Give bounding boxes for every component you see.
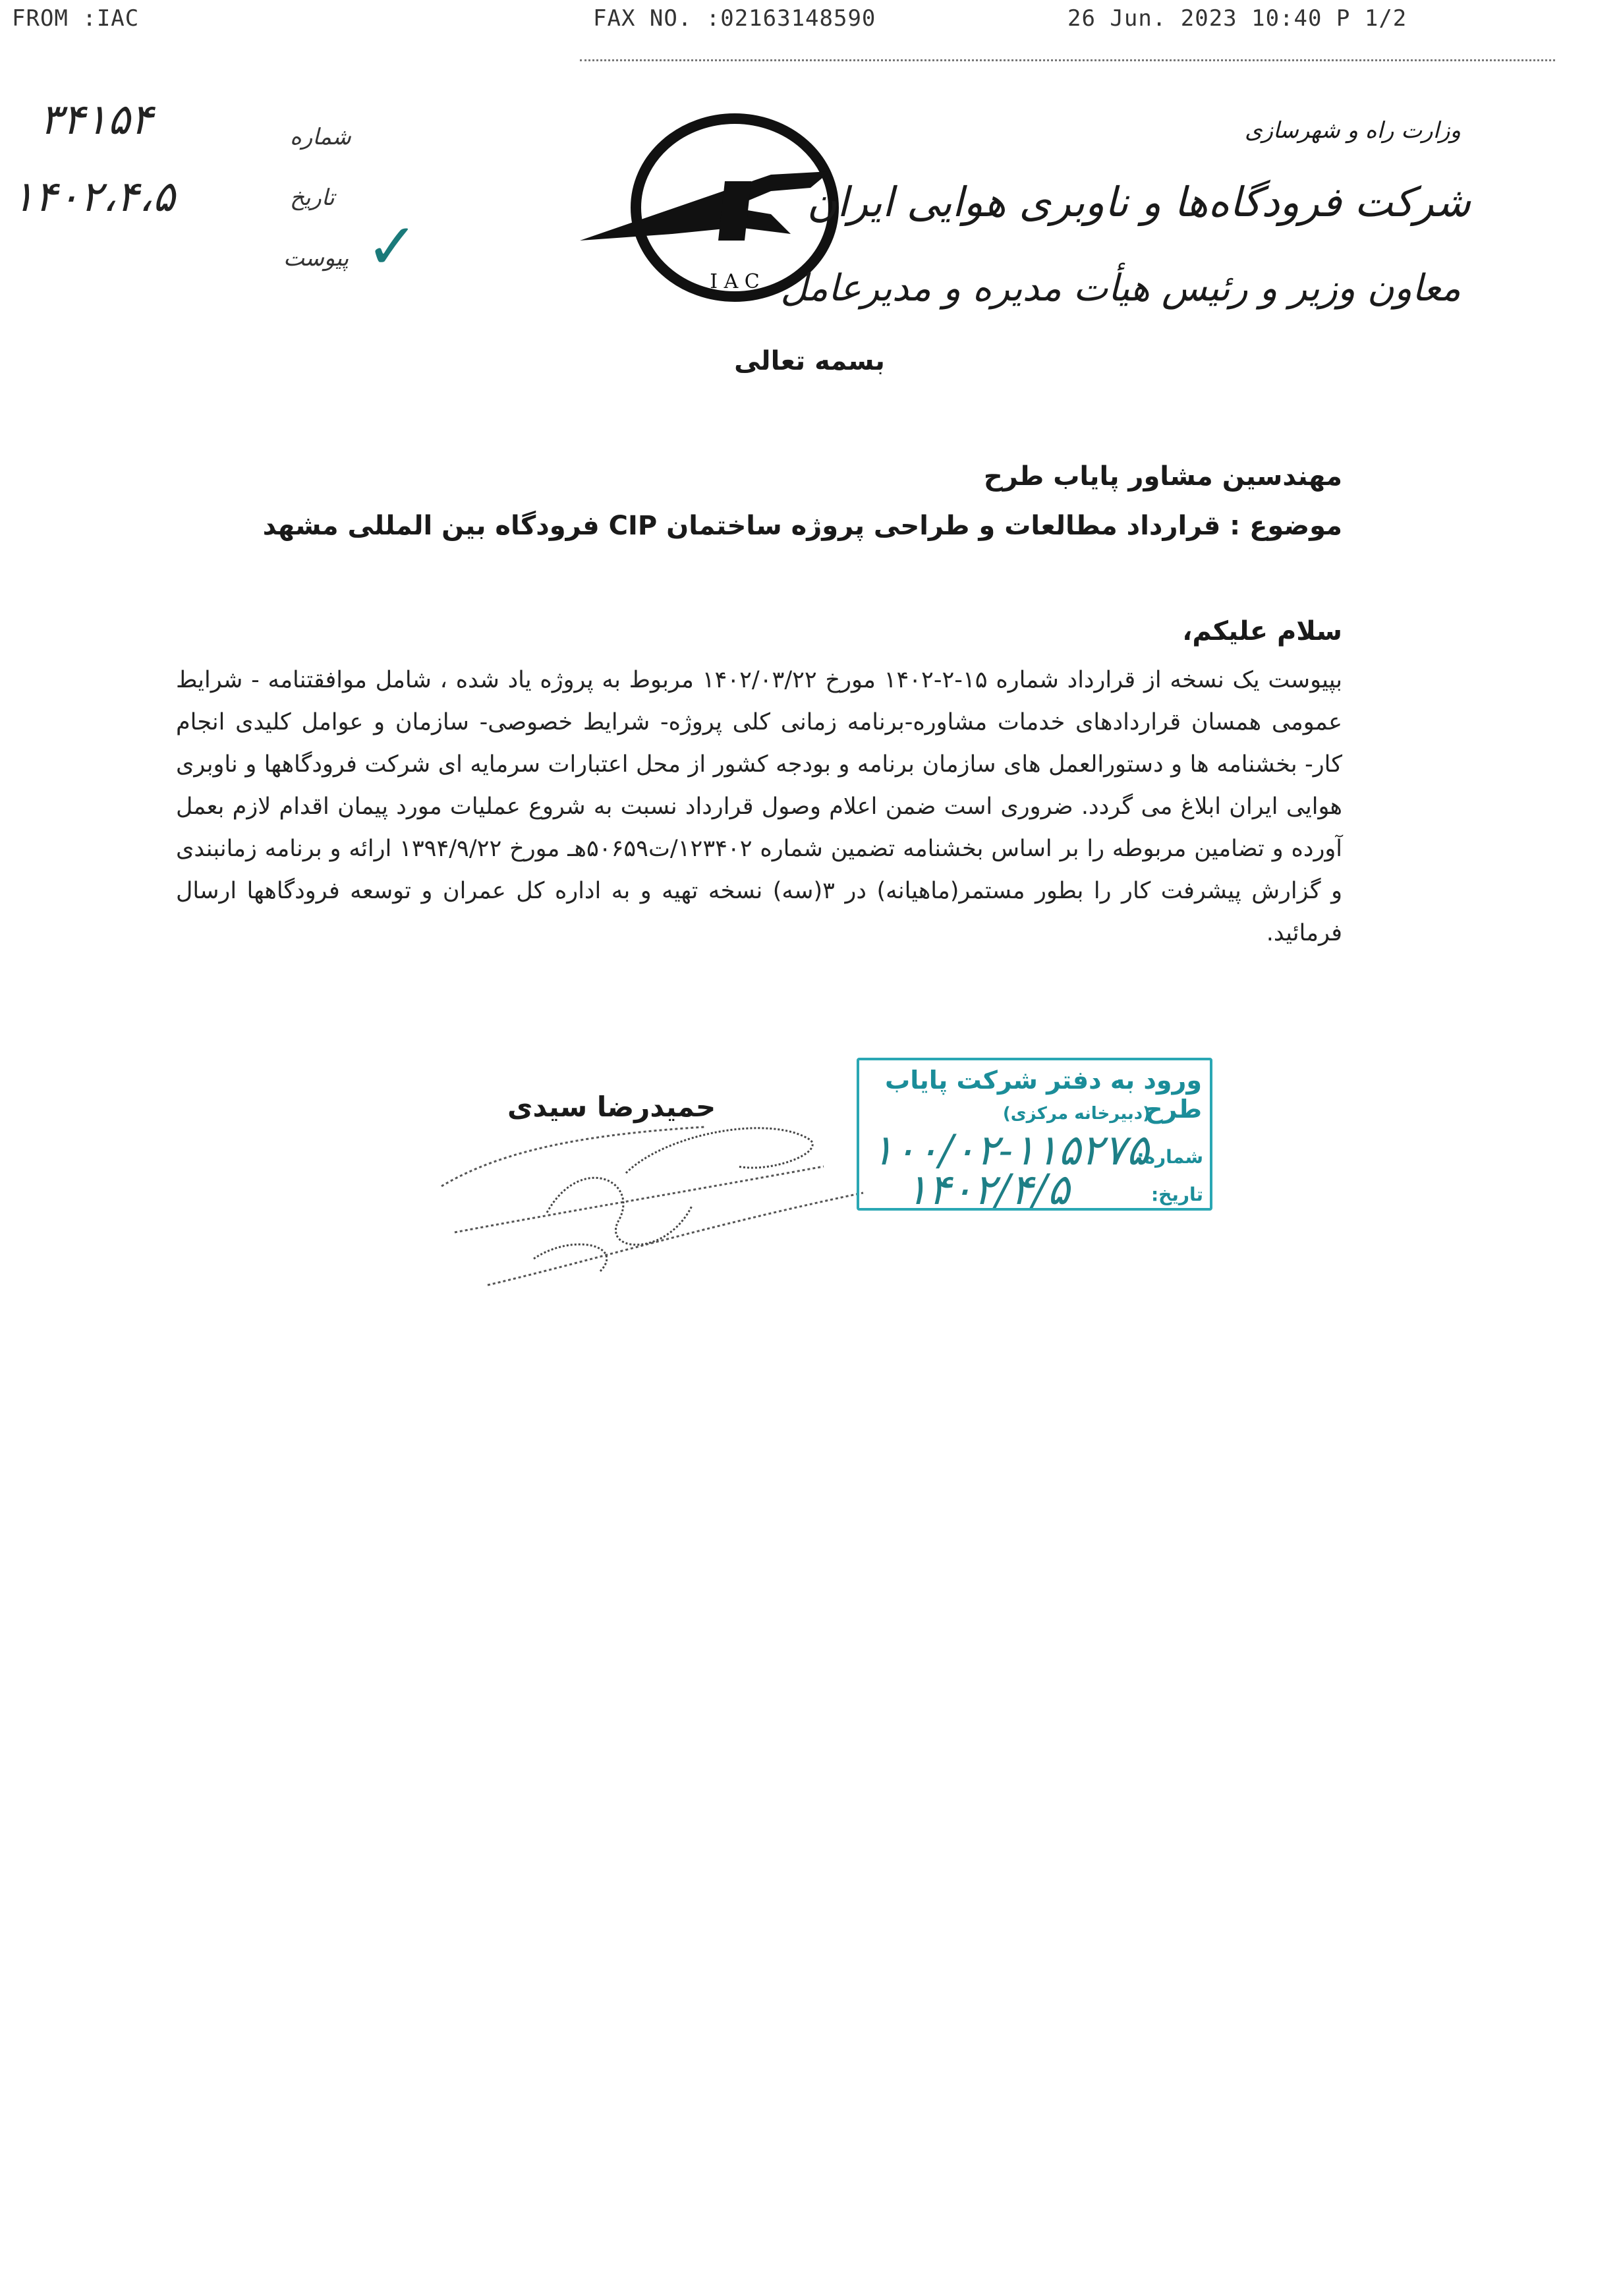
stamp-subtitle: (دبیرخانه مرکزی) xyxy=(1002,1104,1150,1124)
company-name: شرکت فرودگاه‌ها و ناوبری هوایی ایران xyxy=(807,178,1471,226)
stamp-date-label: تاریخ: xyxy=(1150,1184,1203,1205)
signature-scribble xyxy=(428,1094,903,1314)
subject: موضوع : قرارداد مطالعات و طراحی پروژه ساختمان CIP فرودگاه بین المللی مشهد xyxy=(262,511,1342,541)
fax-number: FAX NO. :02163148590 xyxy=(593,5,876,32)
fax-from: FROM :IAC xyxy=(12,5,140,32)
stamp-number-value: ۱۰۰/۰۲-۱۱۵۲۷۵ xyxy=(871,1126,1149,1175)
ministry-name: وزارت راه و شهرسازی xyxy=(1244,117,1461,144)
label-date: تاریخ xyxy=(290,185,335,211)
fax-header-divider xyxy=(580,59,1555,61)
greeting: سلام علیکم، xyxy=(1182,616,1342,646)
signer-name: حمیدرضا سیدی xyxy=(507,1091,716,1123)
fax-date: 26 Jun. 2023 10:40 P 1/2 xyxy=(1067,5,1407,32)
basmala: بسمه تعالی xyxy=(734,346,885,376)
handwritten-date: ۱۴۰۲،۴،۵ xyxy=(12,173,175,221)
deputy-title: معاون وزیر و رئیس هیأت مدیره و مدیرعامل xyxy=(780,267,1461,310)
letter-body: بپیوست یک نسخه از قرارداد شماره ۱۵-۲-۱۴۰۲ مورخ ۱۴۰۲/۰۳/۲۲ مربوط به پروژه یاد شده ، شامل موافقتنامه - شرایط عمومی همسان قراردادهای خدمات مشاوره-برنامه زمانی کلی پروژه- شرایط خصوصی- سازمان و عوامل کلیدی انجام کار- بخشنامه ها و دستورالعمل های سازمان برنامه و بودجه کشور از محل اعتبارات سرمایه ای شرکت فرودگاهها و ناوبری هوایی ایران ابلاغ می گردد. ضروری است ضمن اعلام وصول قرارداد نسبت به شروع عملیات مورد پیمان اقدام لازم بعمل آورده و تضامین مربوطه را بر اساس بخشنامه تضمین شماره ۱۲۳۴۰۲/ت۵۰۶۵۹هـ مورخ ۱۳۹۴/۹/۲۲ ارائه و برنامه زمانبندی و گزارش پیشرفت کار را بطور مستمر(ماهیانه) در ۳(سه) نسخه تهیه و به اداره کل عمران و توسعه فرودگاهها ارسال فرمائید. xyxy=(176,667,1343,946)
label-number: شماره xyxy=(290,124,351,150)
handwritten-number: ۳۴۱۵۴ xyxy=(40,96,153,144)
registration-stamp xyxy=(857,1058,1212,1215)
logo-text: I A C xyxy=(710,270,760,293)
label-attachment: پیوست xyxy=(283,245,349,272)
check-icon: ✓ xyxy=(366,210,419,283)
stamp-title: ورود به دفتر شرکت پایاب طرح xyxy=(885,1066,1202,1124)
stamp-date-value: ۱۴۰۲/۴/۵ xyxy=(905,1166,1070,1215)
stamp-number-label: شماره: xyxy=(1137,1146,1203,1168)
addressee: مهندسین مشاور پایاب طرح xyxy=(983,461,1342,492)
